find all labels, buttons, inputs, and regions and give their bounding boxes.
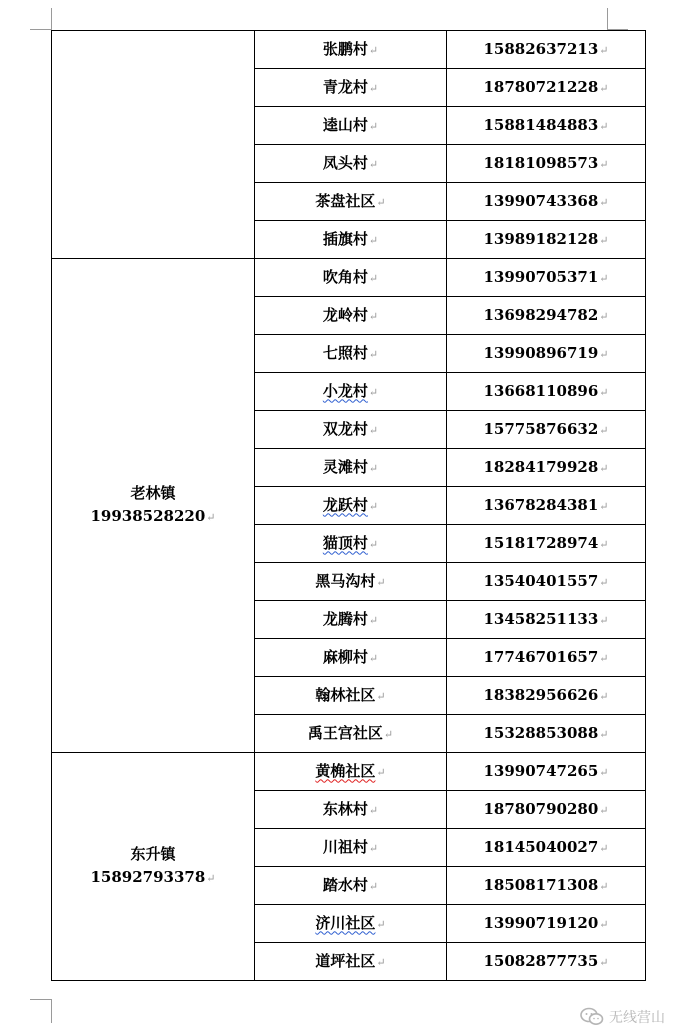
village-name: 麻柳村 (322, 647, 368, 666)
town-name: 东升镇 (130, 845, 176, 863)
phone-cell (447, 677, 646, 715)
village-cell (255, 183, 447, 221)
paragraph-mark: ↵ (599, 119, 609, 133)
phone-cell (447, 525, 646, 563)
town-phone-number: 15892793378 (90, 868, 206, 886)
village-name: 七照村 (322, 343, 368, 362)
paragraph-mark: ↵ (599, 423, 609, 437)
phone-cell (447, 829, 646, 867)
village-name: 插旗村 (322, 229, 368, 248)
village-cell (255, 525, 447, 563)
town-phone (52, 868, 254, 888)
village-cell (255, 297, 447, 335)
contact-table (51, 30, 646, 981)
paragraph-mark: ↵ (599, 917, 609, 931)
phone-cell (447, 69, 646, 107)
village-name: 张鹏村 (322, 39, 368, 58)
paragraph-mark: ↵ (368, 537, 379, 551)
village-cell (255, 677, 447, 715)
paragraph-mark: ↵ (599, 461, 609, 475)
paragraph-mark: ↵ (368, 613, 379, 627)
paragraph-mark: ↵ (368, 841, 379, 855)
village-name: 踏水村 (322, 875, 368, 894)
town-phone (52, 507, 254, 527)
table-row (52, 31, 646, 69)
village-name: 逵山村 (322, 115, 368, 134)
phone-number: 13698294782 (483, 305, 599, 324)
paragraph-mark: ↵ (599, 309, 609, 323)
paragraph-mark: ↵ (368, 385, 379, 399)
phone-cell (447, 221, 646, 259)
village-cell (255, 563, 447, 601)
paragraph-mark: ↵ (376, 689, 386, 703)
village-name: 济川社区 (315, 913, 376, 932)
phone-cell (447, 31, 646, 69)
village-name: 猫顶村 (322, 533, 368, 552)
phone-cell (447, 601, 646, 639)
paragraph-mark: ↵ (599, 803, 609, 817)
village-cell (255, 867, 447, 905)
phone-number: 17746701657 (483, 647, 599, 666)
phone-number: 15881484883 (483, 115, 599, 134)
paragraph-mark: ↵ (599, 271, 609, 285)
paragraph-mark: ↵ (368, 803, 379, 817)
paragraph-mark: ↵ (599, 727, 609, 741)
village-name: 黄桷社区 (315, 761, 376, 780)
paragraph-mark: ↵ (376, 917, 386, 931)
village-name: 灵滩村 (322, 457, 368, 476)
village-name: 龙腾村 (322, 609, 368, 628)
phone-number: 18780721228 (483, 77, 599, 96)
phone-number: 18181098573 (483, 153, 599, 172)
phone-cell (447, 297, 646, 335)
paragraph-mark: ↵ (368, 43, 379, 57)
village-name: 小龙村 (322, 381, 368, 400)
village-name: 黑马沟村 (315, 571, 376, 590)
paragraph-mark: ↵ (376, 765, 386, 779)
paragraph-mark: ↵ (368, 347, 379, 361)
paragraph-mark: ↵ (599, 43, 609, 57)
phone-number: 13540401557 (483, 571, 599, 590)
phone-number: 18508171308 (483, 875, 599, 894)
phone-number: 13678284381 (483, 495, 599, 514)
paragraph-mark: ↵ (599, 879, 609, 893)
village-name: 东林村 (322, 799, 368, 818)
paragraph-mark: ↵ (599, 81, 609, 95)
village-cell (255, 335, 447, 373)
paragraph-mark: ↵ (368, 461, 379, 475)
village-cell (255, 69, 447, 107)
village-cell (255, 221, 447, 259)
phone-number: 13989182128 (483, 229, 599, 248)
phone-number: 15775876632 (483, 419, 599, 438)
paragraph-mark: ↵ (599, 347, 609, 361)
village-cell (255, 31, 447, 69)
phone-cell (447, 563, 646, 601)
town-phone-number: 19938528220 (90, 507, 206, 525)
phone-number: 18145040027 (483, 837, 599, 856)
village-cell (255, 791, 447, 829)
paragraph-mark: ↵ (368, 423, 379, 437)
paragraph-mark: ↵ (599, 233, 609, 247)
town-cell (52, 753, 255, 981)
paragraph-mark: ↵ (206, 511, 216, 524)
paragraph-mark: ↵ (599, 385, 609, 399)
table-row (52, 259, 646, 297)
watermark-text: 无线营山 (609, 1010, 665, 1026)
village-name: 双龙村 (322, 419, 368, 438)
phone-cell (447, 715, 646, 753)
phone-cell (447, 791, 646, 829)
paragraph-mark: ↵ (599, 499, 609, 513)
phone-number: 15181728974 (483, 533, 599, 552)
paragraph-mark: ↵ (368, 499, 379, 513)
phone-cell (447, 905, 646, 943)
village-name: 青龙村 (322, 77, 368, 96)
paragraph-mark: ↵ (599, 955, 609, 969)
paragraph-mark: ↵ (599, 537, 609, 551)
phone-cell (447, 335, 646, 373)
phone-number: 15082877735 (483, 951, 599, 970)
paragraph-mark: ↵ (599, 157, 609, 171)
phone-number: 15328853088 (483, 723, 599, 742)
phone-number: 13458251133 (483, 609, 599, 628)
phone-number: 13990719120 (483, 913, 599, 932)
phone-cell (447, 411, 646, 449)
town-cell (52, 259, 255, 753)
phone-cell (447, 449, 646, 487)
village-name: 禹王宫社区 (307, 723, 383, 742)
town-name: 老林镇 (130, 484, 176, 502)
phone-cell (447, 639, 646, 677)
paragraph-mark: ↵ (368, 119, 379, 133)
paragraph-mark: ↵ (599, 765, 609, 779)
paragraph-mark: ↵ (376, 955, 386, 969)
phone-number: 18284179928 (483, 457, 599, 476)
phone-cell (447, 753, 646, 791)
paragraph-mark: ↵ (599, 613, 609, 627)
village-name: 川祖村 (322, 837, 368, 856)
village-name: 龙跃村 (322, 495, 368, 514)
phone-cell (447, 373, 646, 411)
phone-cell (447, 259, 646, 297)
phone-number: 13990743368 (483, 191, 599, 210)
paragraph-mark: ↵ (368, 81, 379, 95)
phone-cell (447, 183, 646, 221)
paragraph-mark: ↵ (599, 651, 609, 665)
phone-number: 15882637213 (483, 39, 599, 58)
paragraph-mark: ↵ (599, 575, 609, 589)
paragraph-mark: ↵ (599, 195, 609, 209)
paragraph-mark: ↵ (599, 841, 609, 855)
phone-number: 18780790280 (483, 799, 599, 818)
phone-cell (447, 487, 646, 525)
phone-cell (447, 867, 646, 905)
village-cell (255, 905, 447, 943)
village-cell (255, 107, 447, 145)
village-cell (255, 373, 447, 411)
village-cell (255, 829, 447, 867)
paragraph-mark: ↵ (368, 879, 379, 893)
table-row (52, 753, 646, 791)
paragraph-mark: ↵ (376, 575, 386, 589)
village-cell (255, 259, 447, 297)
town-cell (52, 31, 255, 259)
phone-number: 18382956626 (483, 685, 599, 704)
paragraph-mark: ↵ (376, 195, 386, 209)
phone-number: 13990896719 (483, 343, 599, 362)
paragraph-mark: ↵ (368, 651, 379, 665)
phone-cell (447, 943, 646, 981)
paragraph-mark: ↵ (599, 689, 609, 703)
watermark (580, 1007, 665, 1027)
village-name: 吹角村 (322, 267, 368, 286)
phone-number: 13990705371 (483, 267, 599, 286)
village-cell (255, 601, 447, 639)
village-cell (255, 411, 447, 449)
wechat-icon (580, 1007, 604, 1027)
paragraph-mark: ↵ (368, 157, 379, 171)
village-cell (255, 715, 447, 753)
paragraph-mark: ↵ (368, 233, 379, 247)
phone-number: 13668110896 (483, 381, 599, 400)
village-name: 道坪社区 (315, 951, 376, 970)
paragraph-mark: ↵ (383, 727, 394, 741)
village-cell (255, 449, 447, 487)
village-cell (255, 943, 447, 981)
paragraph-mark: ↵ (206, 872, 216, 885)
phone-cell (447, 107, 646, 145)
village-cell (255, 145, 447, 183)
village-cell (255, 487, 447, 525)
paragraph-mark: ↵ (368, 271, 379, 285)
paragraph-mark: ↵ (368, 309, 379, 323)
village-name: 凤头村 (322, 153, 368, 172)
phone-number: 13990747265 (483, 761, 599, 780)
village-name: 翰林社区 (315, 685, 376, 704)
village-cell (255, 639, 447, 677)
phone-cell (447, 145, 646, 183)
village-name: 茶盘社区 (315, 191, 376, 210)
village-cell (255, 753, 447, 791)
village-name: 龙岭村 (322, 305, 368, 324)
